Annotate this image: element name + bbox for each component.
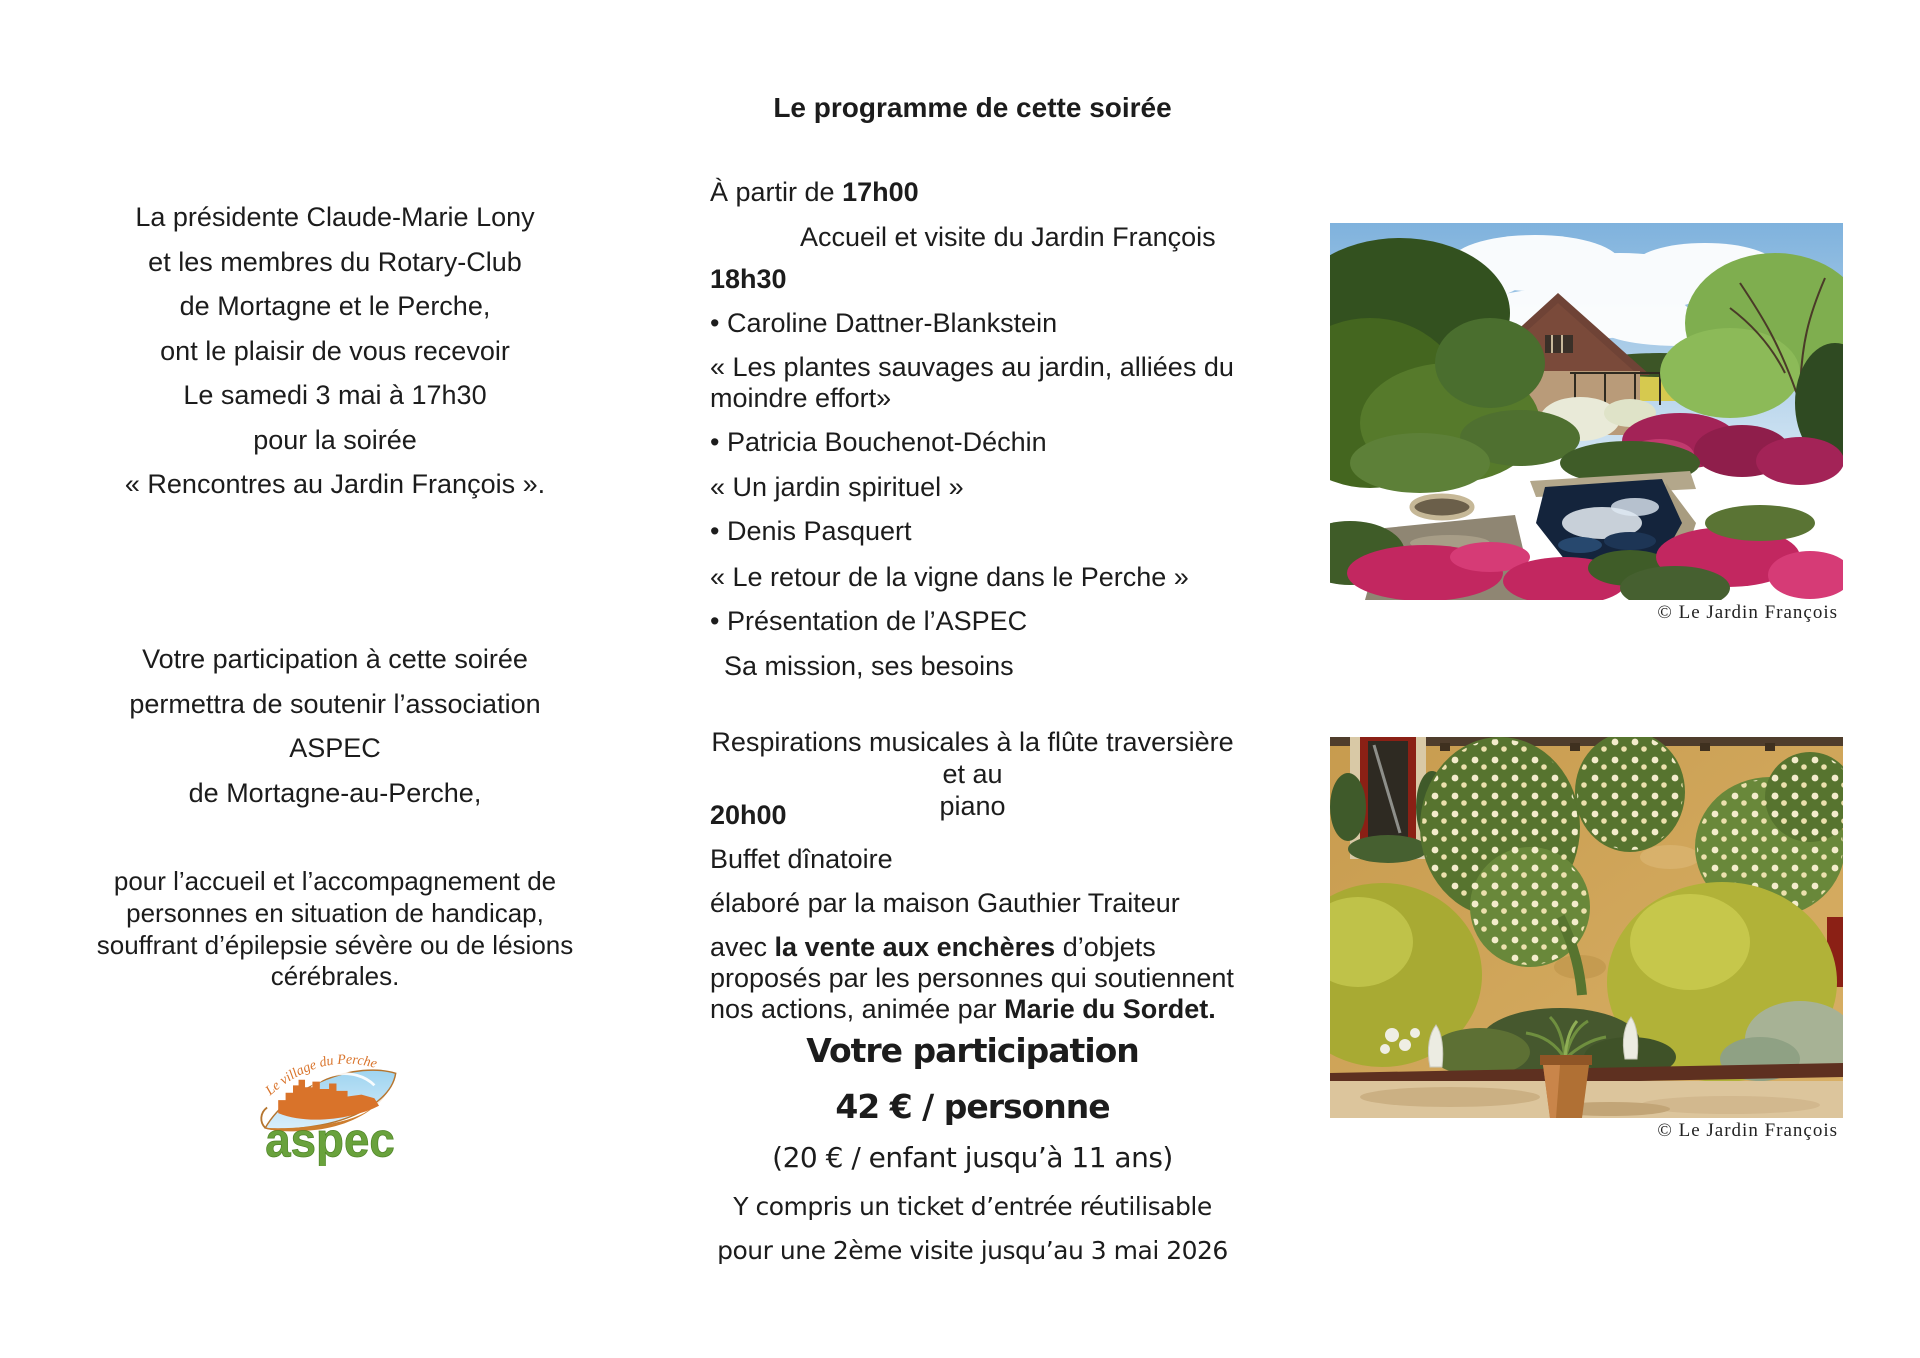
program-time-2000: 20h00 (710, 800, 787, 830)
auction-bold-sale: la vente aux enchères (774, 932, 1056, 962)
support-line: ASPEC (289, 733, 381, 763)
program-item-aspec: • Présentation de l’ASPEC (710, 606, 1028, 636)
invitation-line: « Rencontres au Jardin François ». (124, 469, 546, 499)
program-talk1-line1: « Les plantes sauvages au jardin, alliées du (710, 352, 1234, 382)
invitation-line: de Mortagne et le Perche, (179, 291, 491, 321)
program-start (710, 176, 919, 208)
pricing-price: 42 € / personne (835, 1087, 1110, 1126)
auction-text: d’objets proposés par les personnes qui soutiennent nos actions, animée par (710, 932, 1234, 1024)
program-musical-line1: Respirations musicales à la flûte traversière et au (711, 727, 1234, 789)
support-line: Votre participation à cette soirée (142, 644, 528, 674)
aspec-logo-graphic (256, 1038, 404, 1166)
program-talk3: « Le retour de la vigne dans le Perche » (710, 562, 1189, 592)
pricing-ticket-line1: Y compris un ticket d’entrée réutilisable (733, 1192, 1212, 1221)
auction-text: avec (710, 932, 775, 962)
photo2-caption: © Le Jardin François (1657, 1120, 1838, 1141)
support-line: de Mortagne-au-Perche, (188, 777, 482, 808)
mission-line: personnes en situation de handicap, (126, 897, 544, 928)
photo1-caption: © Le Jardin François (1657, 602, 1838, 623)
invitation-line: La présidente Claude-Marie Lony (135, 202, 535, 232)
logo-tagline-text: Le village du Perche (262, 1052, 379, 1099)
logo-wordmark: aspec (265, 1113, 395, 1166)
program-buffet-sub: élaboré par la maison Gauthier Traiteur (710, 888, 1180, 918)
pricing-heading: Votre participation (806, 1031, 1139, 1070)
program-speaker1: • Caroline Dattner-Blankstein (710, 308, 1058, 338)
program-speaker3: • Denis Pasquert (710, 516, 912, 546)
pricing-child-price: (20 € / enfant jusqu’à 11 ans) (772, 1141, 1173, 1174)
invitation-line: pour la soirée (253, 424, 417, 455)
program-auction (710, 932, 1250, 1025)
aspec-logo (256, 1038, 404, 1166)
auction-bold-host: Marie du Sordet. (1004, 994, 1216, 1024)
program-talk1 (710, 352, 1234, 414)
program-aspec-sub: Sa mission, ses besoins (724, 651, 1014, 681)
program-musical-line2: piano (939, 791, 1006, 821)
mission-line: souffrant d’épilepsie sévère ou de lésions (96, 929, 574, 960)
invitation-block (70, 195, 600, 507)
mission-line: pour l’accueil et l’accompagnement de (113, 866, 557, 896)
mission-block (70, 866, 600, 993)
invitation-line: et les membres du Rotary-Club (148, 246, 522, 277)
program-start-prefix: À partir de (710, 177, 843, 207)
program-talk1-line2: moindre effort» (710, 383, 892, 413)
program-time-1830: 18h30 (710, 264, 787, 294)
invitation-line: Le samedi 3 mai à 17h30 (183, 380, 487, 410)
program-accueil: Accueil et visite du Jardin François (800, 222, 1216, 252)
garden-pond-photo (1330, 223, 1843, 600)
program-talk2: « Un jardin spirituel » (710, 472, 964, 502)
invitation-line: ont le plaisir de vous recevoir (160, 335, 510, 366)
program-start-time: 17h00 (842, 177, 919, 207)
pricing-ticket-line2: pour une 2ème visite jusqu’au 3 mai 2026 (717, 1236, 1228, 1265)
page-title: Le programme de cette soirée (773, 92, 1172, 123)
rose-wall-photo (1330, 737, 1843, 1118)
mission-line: cérébrales. (270, 961, 400, 992)
support-line: permettra de soutenir l’association (129, 688, 541, 719)
support-block (70, 637, 600, 815)
program-speaker2: • Patricia Bouchenot-Déchin (710, 427, 1047, 457)
program-buffet: Buffet dînatoire (710, 844, 893, 874)
